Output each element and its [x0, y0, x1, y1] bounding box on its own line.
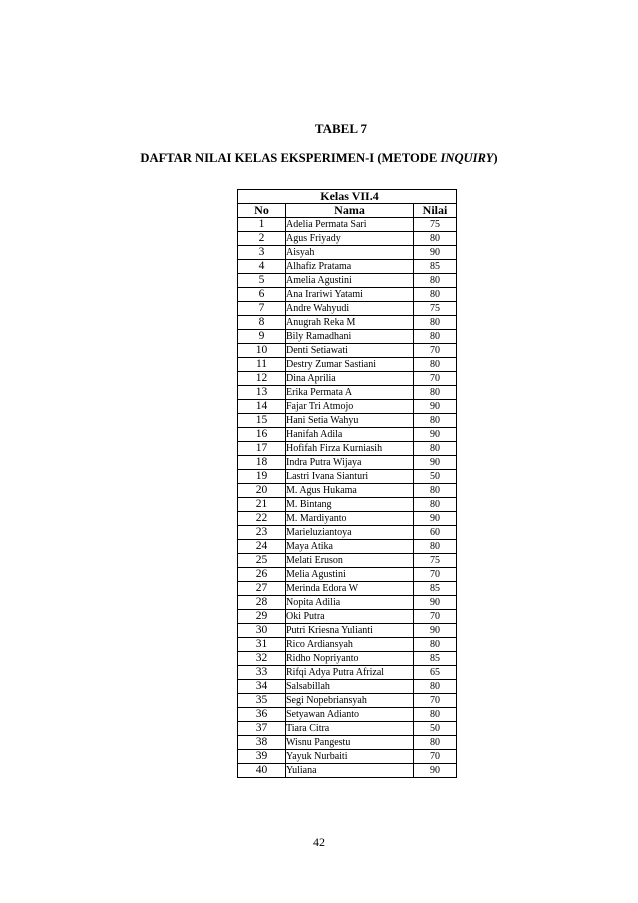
column-header-no: No — [238, 204, 286, 218]
student-name: Andre Wahyudi — [286, 302, 414, 316]
column-header-nama: Nama — [286, 204, 414, 218]
student-grade: 90 — [414, 764, 457, 778]
table-row — [238, 568, 457, 582]
student-name: Alhafiz Pratama — [286, 260, 414, 274]
row-number: 28 — [238, 596, 286, 610]
student-grade: 75 — [414, 554, 457, 568]
student-name: Nopita Adilia — [286, 596, 414, 610]
student-name: Erika Permata A — [286, 386, 414, 400]
table-row — [238, 610, 457, 624]
table-row — [238, 652, 457, 666]
student-grade: 75 — [414, 302, 457, 316]
table-row — [238, 708, 457, 722]
student-name: Maya Atika — [286, 540, 414, 554]
student-grade: 60 — [414, 526, 457, 540]
subtitle-italic: INQUIRY — [440, 151, 494, 165]
table-row — [238, 246, 457, 260]
student-name: Agus Friyady — [286, 232, 414, 246]
student-grade: 80 — [414, 358, 457, 372]
table-row — [238, 358, 457, 372]
table-row — [238, 540, 457, 554]
student-grade: 75 — [414, 218, 457, 232]
student-grade: 70 — [414, 750, 457, 764]
student-name: Denti Setiawati — [286, 344, 414, 358]
student-grade: 80 — [414, 638, 457, 652]
row-number: 40 — [238, 764, 286, 778]
table-title: TABEL 7 — [314, 121, 368, 136]
student-grade: 90 — [414, 428, 457, 442]
row-number: 4 — [238, 260, 286, 274]
row-number: 10 — [238, 344, 286, 358]
table-row — [238, 722, 457, 736]
row-number: 32 — [238, 652, 286, 666]
student-name: Yayuk Nurbaiti — [286, 750, 414, 764]
row-number: 15 — [238, 414, 286, 428]
table-row — [238, 764, 457, 778]
student-name: Indra Putra Wijaya — [286, 456, 414, 470]
student-grade: 80 — [414, 736, 457, 750]
student-grade: 65 — [414, 666, 457, 680]
student-grade: 80 — [414, 316, 457, 330]
student-grade: 70 — [414, 344, 457, 358]
student-grade: 70 — [414, 568, 457, 582]
student-grade: 90 — [414, 512, 457, 526]
row-number: 26 — [238, 568, 286, 582]
student-name: M. Mardiyanto — [286, 512, 414, 526]
student-name: Rifqi Adya Putra Afrizal — [286, 666, 414, 680]
row-number: 37 — [238, 722, 286, 736]
table-row — [238, 666, 457, 680]
row-number: 23 — [238, 526, 286, 540]
table-row — [238, 372, 457, 386]
class-header: Kelas VII.4 — [286, 190, 414, 204]
table-row — [238, 484, 457, 498]
row-number: 38 — [238, 736, 286, 750]
student-name: Wisnu Pangestu — [286, 736, 414, 750]
table-row — [238, 400, 457, 414]
row-number: 18 — [238, 456, 286, 470]
row-number: 24 — [238, 540, 286, 554]
table-row — [238, 260, 457, 274]
student-grade: 85 — [414, 582, 457, 596]
student-grade: 80 — [414, 386, 457, 400]
student-grade: 90 — [414, 246, 457, 260]
table-row — [238, 498, 457, 512]
student-grade: 90 — [414, 624, 457, 638]
student-grade: 70 — [414, 694, 457, 708]
student-grade: 80 — [414, 540, 457, 554]
student-name: Destry Zumar Sastiani — [286, 358, 414, 372]
table-group-header-row — [238, 190, 457, 204]
student-name: Adelia Permata Sari — [286, 218, 414, 232]
student-grade: 80 — [414, 498, 457, 512]
row-number: 34 — [238, 680, 286, 694]
row-number: 36 — [238, 708, 286, 722]
student-grade: 90 — [414, 596, 457, 610]
table-row — [238, 680, 457, 694]
subtitle-main: DAFTAR NILAI KELAS EKSPERIMEN-I (METODE — [140, 151, 441, 165]
student-name: Putri Kriesna Yulianti — [286, 624, 414, 638]
row-number: 3 — [238, 246, 286, 260]
row-number: 25 — [238, 554, 286, 568]
table-row — [238, 554, 457, 568]
student-grade: 50 — [414, 470, 457, 484]
student-name: Oki Putra — [286, 610, 414, 624]
student-name: Lastri Ivana Sianturi — [286, 470, 414, 484]
row-number: 1 — [238, 218, 286, 232]
table-row — [238, 582, 457, 596]
student-name: Segi Nopebriansyah — [286, 694, 414, 708]
student-name: M. Agus Hukama — [286, 484, 414, 498]
table-row — [238, 638, 457, 652]
student-name: Fajar Tri Atmojo — [286, 400, 414, 414]
student-name: Hani Setia Wahyu — [286, 414, 414, 428]
student-name: Melia Agustini — [286, 568, 414, 582]
grades-table — [237, 189, 457, 778]
row-number: 19 — [238, 470, 286, 484]
student-grade: 50 — [414, 722, 457, 736]
table-row — [238, 736, 457, 750]
table-row — [238, 386, 457, 400]
row-number: 21 — [238, 498, 286, 512]
student-name: Hofifah Firza Kurniasih — [286, 442, 414, 456]
table-row — [238, 330, 457, 344]
table-row — [238, 470, 457, 484]
table-row — [238, 596, 457, 610]
table-row — [238, 316, 457, 330]
row-number: 14 — [238, 400, 286, 414]
table-row — [238, 750, 457, 764]
student-grade: 80 — [414, 274, 457, 288]
row-number: 30 — [238, 624, 286, 638]
row-number: 17 — [238, 442, 286, 456]
table-row — [238, 232, 457, 246]
student-grade: 90 — [414, 400, 457, 414]
row-number: 12 — [238, 372, 286, 386]
row-number: 11 — [238, 358, 286, 372]
student-name: Bily Ramadhani — [286, 330, 414, 344]
student-name: Yuliana — [286, 764, 414, 778]
table-header-row — [238, 204, 457, 218]
row-number: 9 — [238, 330, 286, 344]
student-name: Setyawan Adianto — [286, 708, 414, 722]
table-row — [238, 526, 457, 540]
student-grade: 70 — [414, 610, 457, 624]
row-number: 7 — [238, 302, 286, 316]
row-number: 27 — [238, 582, 286, 596]
student-name: Ridho Nopriyanto — [286, 652, 414, 666]
student-grade: 80 — [414, 288, 457, 302]
student-name: Amelia Agustini — [286, 274, 414, 288]
table-row — [238, 274, 457, 288]
table-row — [238, 344, 457, 358]
page-number: 42 — [313, 835, 325, 849]
table-row — [238, 512, 457, 526]
student-grade: 80 — [414, 680, 457, 694]
student-grade: 90 — [414, 456, 457, 470]
student-name: Ana Irariwi Yatami — [286, 288, 414, 302]
student-name: M. Bintang — [286, 498, 414, 512]
table-body — [238, 218, 457, 778]
table-row — [238, 694, 457, 708]
student-name: Hanifah Adila — [286, 428, 414, 442]
table-row — [238, 302, 457, 316]
row-number: 20 — [238, 484, 286, 498]
student-grade: 85 — [414, 652, 457, 666]
student-grade: 80 — [414, 484, 457, 498]
student-grade: 80 — [414, 232, 457, 246]
student-grade: 80 — [414, 414, 457, 428]
column-header-nilai: Nilai — [414, 204, 457, 218]
table-row — [238, 218, 457, 232]
student-name: Aisyah — [286, 246, 414, 260]
row-number: 2 — [238, 232, 286, 246]
row-number: 29 — [238, 610, 286, 624]
table-row — [238, 442, 457, 456]
table-row — [238, 414, 457, 428]
subtitle-end: ) — [493, 151, 498, 165]
table-row — [238, 288, 457, 302]
table-row — [238, 624, 457, 638]
row-number: 8 — [238, 316, 286, 330]
student-grade: 80 — [414, 442, 457, 456]
student-name: Anugrah Reka M — [286, 316, 414, 330]
row-number: 31 — [238, 638, 286, 652]
row-number: 16 — [238, 428, 286, 442]
student-name: Tiara Citra — [286, 722, 414, 736]
row-number: 5 — [238, 274, 286, 288]
table-subtitle — [0, 151, 638, 166]
student-grade: 85 — [414, 260, 457, 274]
student-name: Merinda Edora W — [286, 582, 414, 596]
row-number: 22 — [238, 512, 286, 526]
student-name: Melati Eruson — [286, 554, 414, 568]
row-number: 33 — [238, 666, 286, 680]
table-row — [238, 428, 457, 442]
student-grade: 70 — [414, 372, 457, 386]
row-number: 6 — [238, 288, 286, 302]
student-grade: 80 — [414, 708, 457, 722]
row-number: 35 — [238, 694, 286, 708]
student-name: Salsabillah — [286, 680, 414, 694]
student-name: Rico Ardiansyah — [286, 638, 414, 652]
row-number: 13 — [238, 386, 286, 400]
student-name: Marieluziantoya — [286, 526, 414, 540]
student-name: Dina Aprilia — [286, 372, 414, 386]
student-grade: 80 — [414, 330, 457, 344]
row-number: 39 — [238, 750, 286, 764]
table-row — [238, 456, 457, 470]
